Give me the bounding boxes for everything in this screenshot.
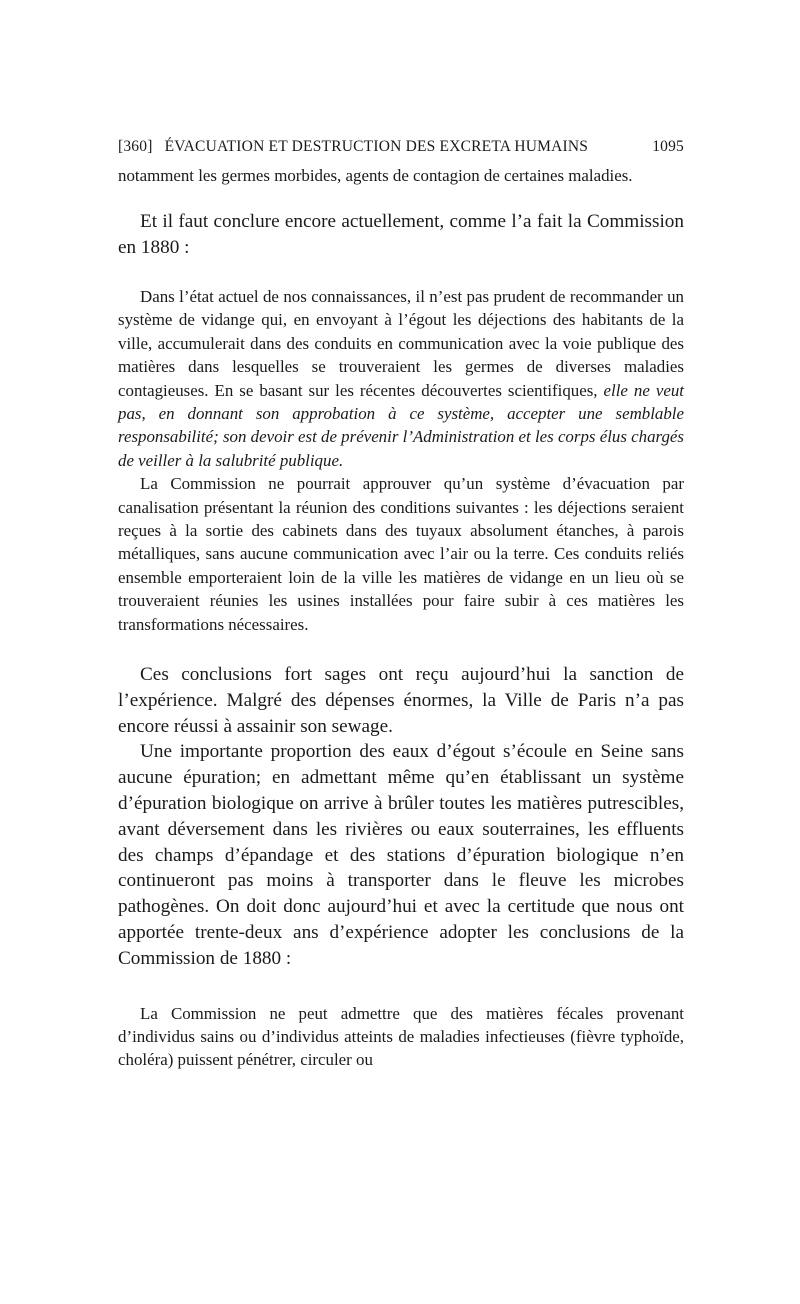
quote-commission-1880 <box>118 285 684 636</box>
quote-text-italic: elle ne veut pas, en donnant son approbation à ce système, accepter une semblable responsabilité; son devoir est de prévenir l’Administration et les corps élus chargés de veiller à la salubrité publique. <box>118 380 684 470</box>
paragraph-lead: Et il faut conclure encore actuellement, comme l’a fait la Commission en 1880 : <box>118 211 684 259</box>
running-header <box>118 138 684 156</box>
quote-paragraph-2: La Commission ne pourrait approuver qu’un système d’évacuation par canalisation présentant la réunion des conditions suivantes : les déjections seraient reçues à la sortie des cabinets dans des tuyaux absolument étanches, à parois métalliques, sans aucune communication avec l’air ou la terre. Ces conduits reliés ensemble emporteraient loin de la ville les matières de vidange en un lieu où se trouveraient réunies les usines installées pour faire subir à ces matières les transformations nécessaires. <box>118 474 684 634</box>
page-reference: [360] <box>118 138 153 155</box>
paragraph-proportion: Une importante proportion des eaux d’égout s’écoule en Seine sans aucune épuration; en admettant même qu’en établissant un système d’épuration biologique on arrive à brûler toutes les matières putrescibles, avant déversement dans les rivières ou eaux souterraines, les effluents des champs d’épandage et des stations d’épuration biologique n’en continueront pas moins à transporter dans le fleuve les microbes pathogènes. On doit donc aujourd’hui et avec la certitude que nous ont apportée trente-deux ans d’expérience adopter les conclusions de la Commission de 1880 : <box>118 741 684 969</box>
paragraph-conclusions: Ces conclusions fort sages ont reçu aujourd’hui la sanction de l’expérience. Malgré des dépenses énormes, la Ville de Paris n’a pas encore réussi à assainir son sewage. <box>118 664 684 737</box>
header-left <box>118 138 588 156</box>
page-number: 1095 <box>652 138 684 155</box>
document-page <box>118 138 684 1072</box>
quote-text-normal: Dans l’état actuel de nos connaissances, il n’est pas prudent de recommander un système de vidange qui, en envoyant à l’égout les déjections des habitants de la ville, accumulerait dans des conduits en communication avec la voie publique des matières dans lesquelles se trouveraient les germes de diverses maladies contagieuses. En se basant sur les récentes découvertes scientifiques, <box>118 287 684 400</box>
paragraph-intro: notamment les germes morbides, agents de contagion de certaines maladies. <box>118 166 633 185</box>
running-title: ÉVACUATION ET DESTRUCTION DES EXCRETA HUMAINS <box>164 138 589 155</box>
quote-commission-second: La Commission ne peut admettre que des matières fécales provenant d’individus sains ou d’individus atteints de maladies infectieuses (fièvre typhoïde, choléra) puissent pénétrer, circuler ou <box>118 1003 684 1070</box>
quote-paragraph-1 <box>118 285 684 472</box>
